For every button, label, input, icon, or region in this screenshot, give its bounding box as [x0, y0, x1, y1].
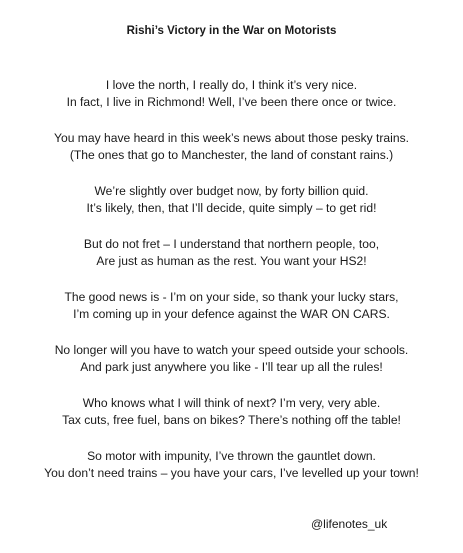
stanza-2 — [0, 130, 463, 164]
stanza-5 — [0, 289, 463, 323]
poem-line: (The ones that go to Manchester, the land of constant rains.) — [69, 148, 394, 162]
stanza-7 — [0, 395, 463, 429]
stanza-4 — [0, 236, 463, 270]
stanza-1 — [0, 77, 463, 111]
poem-line: And park just anywhere you like - I’ll tear up all the rules! — [80, 360, 383, 374]
poem-line: But do not fret – I understand that northern people, too, — [83, 237, 380, 251]
poem-body — [0, 77, 463, 482]
poem-line: We’re slightly over budget now, by forty billion quid. — [94, 184, 369, 198]
poem-line: In fact, I live in Richmond! Well, I’ve been there once or twice. — [66, 95, 397, 109]
poem-line: You don’t need trains – you have your cars, I’ve levelled up your town! — [44, 466, 419, 480]
poem-line: Tax cuts, free fuel, bans on bikes? There’s nothing off the table! — [62, 413, 401, 427]
stanza-6 — [0, 342, 463, 376]
poem-line: The good news is - I’m on your side, so thank your lucky stars, — [64, 290, 399, 304]
poem-title: Rishi’s Victory in the War on Motorists — [126, 25, 337, 37]
poem-line: No longer will you have to watch your speed outside your schools. — [54, 343, 409, 357]
poem-line: You may have heard in this week’s news about those pesky trains. — [54, 131, 409, 145]
stanza-3 — [0, 183, 463, 217]
poem-line: I’m coming up in your defence against the WAR ON CARS. — [73, 307, 390, 321]
poem-line: Who knows what I will think of next? I’m very, very able. — [82, 396, 381, 410]
stanza-8 — [0, 448, 463, 482]
poem-line: Are just as human as the rest. You want your HS2! — [96, 254, 367, 268]
poem-line: So motor with impunity, I’ve thrown the gauntlet down. — [87, 449, 376, 463]
poem-line: I love the north, I really do, I think it’s very nice. — [105, 78, 358, 92]
poem-line: It’s likely, then, that I’ll decide, quite simply – to get rid! — [86, 201, 377, 215]
author-handle: @lifenotes_uk — [311, 517, 388, 531]
